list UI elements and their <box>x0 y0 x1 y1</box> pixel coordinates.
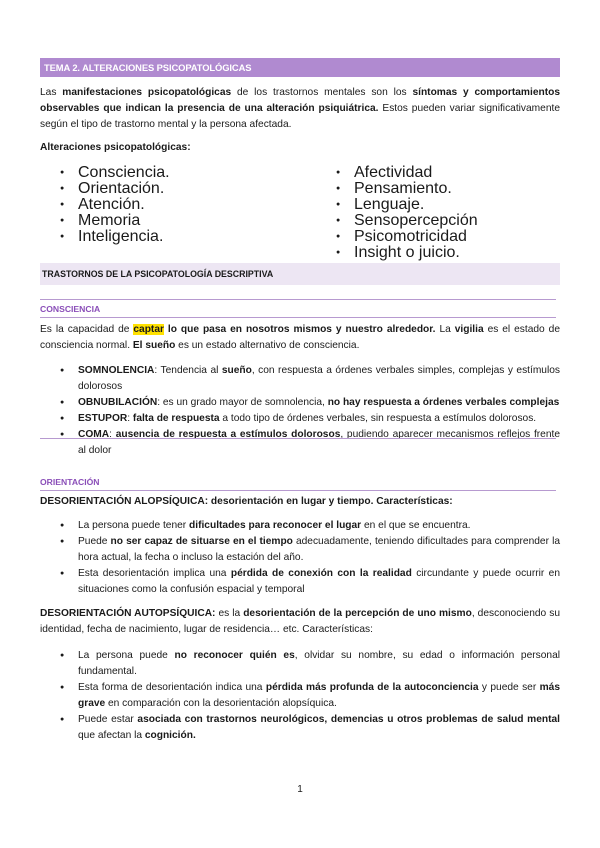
divider <box>40 299 556 300</box>
list-item: ● Afectividad <box>316 165 556 181</box>
list-item: ● Psicomotricidad <box>316 229 556 245</box>
divider <box>40 438 556 439</box>
list-item: ● Inteligencia. <box>40 229 300 245</box>
list-item: ● Puede no ser capaz de situarse en el tiempo adecuadamente, teniendo dificultades para comprender la hora actual, la fecha o incluso la estación del año. <box>40 534 560 566</box>
alteraciones-heading: Alteraciones psicopatológicas: <box>40 142 191 153</box>
page-number: 1 <box>297 784 303 795</box>
list-item: ● Sensopercepción <box>316 213 556 229</box>
consciencia-paragraph: Es la capacidad de captar lo que pasa en nosotros mismos y nuestro alrededor. La vigilia es el estado de consciencia normal. El sueño es un estado alternativo de consciencia. <box>40 324 561 351</box>
list-item: ● COMA: ausencia de respuesta a estímulos dolorosos, pudiendo aparecer mecanismos reflejos frente al dolor <box>40 427 560 459</box>
list-item: ● SOMNOLENCIA: Tendencia al sueño, con respuesta a órdenes verbales simples, complejas y estímulos dolorosos <box>40 363 560 395</box>
divider <box>40 490 556 491</box>
list-item: ● Consciencia. <box>40 165 300 181</box>
consciencia-title: CONSCIENCIA <box>40 304 101 314</box>
alopsiquica-list <box>40 518 560 598</box>
autopsiquica-list <box>40 648 560 744</box>
intro-paragraph: Las manifestaciones psicopatológicas de los trastornos mentales son los síntomas y comportamientos observables que indican la presencia de una alteración psiquiátrica. Estos pueden variar significativamente según el tipo de trastorno mental y la persona afectada. <box>40 87 560 130</box>
trastornos-bar <box>40 263 560 285</box>
list-item: ● Memoria <box>40 213 300 229</box>
trastornos-title: TRASTORNOS DE LA PSICOPATOLOGÍA DESCRIPTIVA <box>42 269 274 279</box>
section-title: TEMA 2. ALTERACIONES PSICOPATOLÓGICAS <box>44 62 252 73</box>
list-item: ● Pensamiento. <box>316 181 556 197</box>
section-header-bar <box>40 58 560 77</box>
list-item: ● OBNUBILACIÓN: es un grado mayor de somnolencia, no hay respuesta a órdenes verbales complejas <box>40 395 560 411</box>
list-item: ● La persona puede no reconocer quién es, olvidar su nombre, su edad o información personal fundamental. <box>40 648 560 680</box>
list-item: ● Puede estar asociada con trastornos neurológicos, demencias u otros problemas de salud mental que afectan la cognición. <box>40 712 560 744</box>
list-item: ● Atención. <box>40 197 300 213</box>
list-item: ● Esta desorientación implica una pérdida de conexión con la realidad circundante y puede ocurrir en situaciones como la confusión espacial y temporal <box>40 566 560 598</box>
list-item: ● ESTUPOR: falta de respuesta a todo tipo de órdenes verbales, sin respuesta a estímulos dolorosos. <box>40 411 560 427</box>
list-item: ● Orientación. <box>40 181 300 197</box>
consciencia-list <box>40 363 560 459</box>
list-item: ● Insight o juicio. <box>316 245 556 261</box>
divider <box>40 317 556 318</box>
orientacion-title: ORIENTACIÓN <box>40 477 100 487</box>
autopsiquica-paragraph: DESORIENTACIÓN AUTOPSÍQUICA: es la desorientación de la percepción de uno mismo, desconociendo su identidad, fecha de nacimiento, lugar de residencia… etc. Características: <box>40 608 560 635</box>
list-item: ● Esta forma de desorientación indica una pérdida más profunda de la autoconciencia y puede ser más grave en comparación con la desorientación alopsíquica. <box>40 680 560 712</box>
list-item: ● Lenguaje. <box>316 197 556 213</box>
list-item: ● La persona puede tener dificultades para reconocer el lugar en el que se encuentra. <box>40 518 560 534</box>
alopsiquica-heading: DESORIENTACIÓN ALOPSÍQUICA: desorientación en lugar y tiempo. Características: <box>40 496 453 507</box>
